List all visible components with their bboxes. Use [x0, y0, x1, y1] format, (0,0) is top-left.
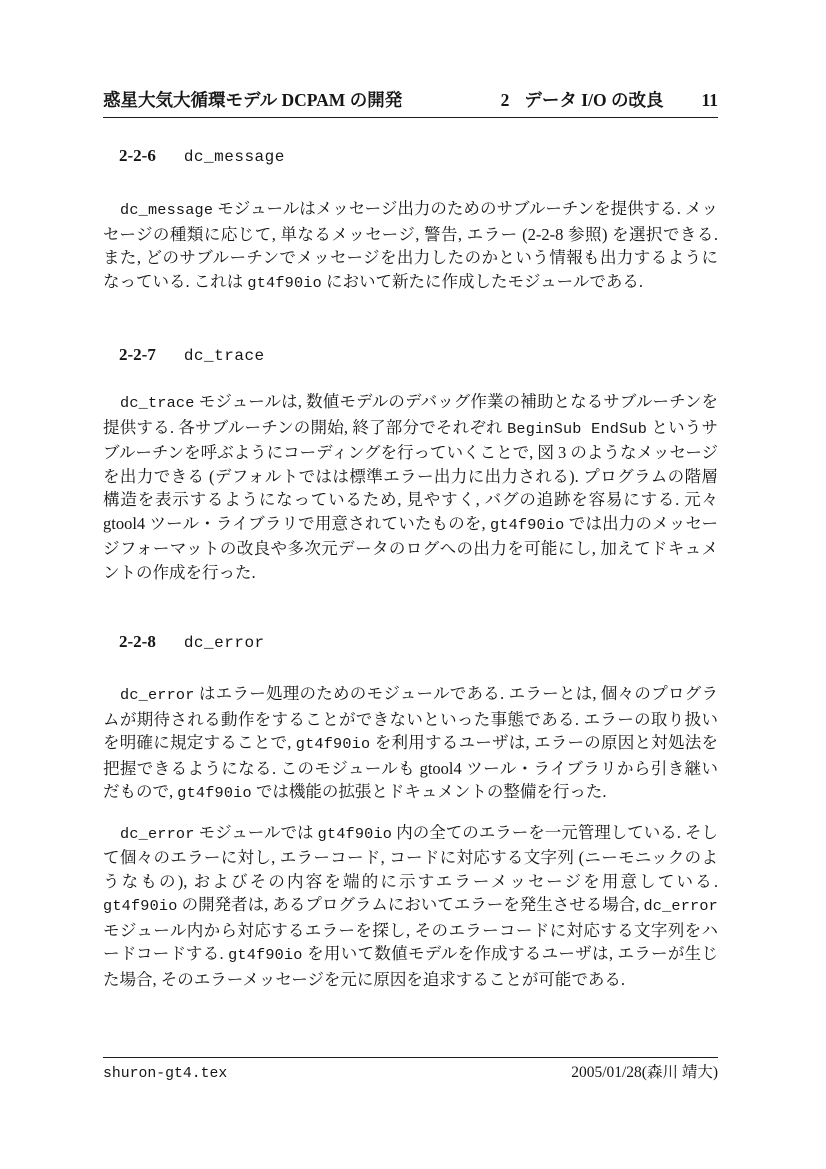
- inline-code: gt4f90io: [317, 824, 393, 843]
- inline-code: dc_message: [120, 201, 214, 219]
- inline-code: dc_trace: [120, 394, 195, 412]
- inline-code: BeginSub EndSub: [507, 419, 648, 438]
- page-body: [103, 145, 718, 991]
- inline-code: dc_error: [120, 686, 195, 704]
- section-number: 2-2-8: [119, 632, 156, 651]
- page-header: [103, 0, 718, 118]
- text-run: というサブルーチンを呼ぶようにコーディングを行っていくことで, 図 3 のようなメッセージを出力できる (デフォルトではは標準エラー出力に出力される). プログラムの階層構造を表示するようになっているため, 見やすく, バグの追跡を容易にする. 元々 gtool4 ツール・ライブラリで用意されていたものを,: [103, 417, 718, 533]
- text-run: はエラー処理のためのモジュールである. エラーとは, 個々のプログラムが期待される動作をすることができないといった事態である. エラーの取り扱いを明確に規定することで,: [103, 684, 718, 752]
- header-section-title: データ I/O の改良: [524, 90, 664, 110]
- inline-code: gt4f90io: [177, 784, 252, 802]
- text-run: モジュールはメッセージ出力のためのサブルーチンを提供する. メッセージの種類に応じて, 単なるメッセージ, 警告, エラー (2-2-8 参照) を選択できる. また, どのサブルーチンでメッセージを出力したのかという情報も出力するようになっている. これは: [103, 199, 718, 291]
- section-title: dc_message: [183, 148, 285, 166]
- section-title: dc_trace: [183, 347, 265, 365]
- text-run: では機能の拡張とドキュメントの整備を行った.: [251, 782, 607, 801]
- text-run: モジュールは, 数値モデルのデバッグ作業の補助となるサブルーチンを提供する. 各サブルーチンの開始, 終了部分でそれぞれ: [103, 392, 718, 437]
- paragraph: [103, 682, 718, 806]
- page-number: 11: [701, 90, 718, 110]
- paragraph: [103, 390, 718, 584]
- text-run: では出力のメッセージフォーマットの改良や多次元データのログへの出力を可能にし, 加えてドキュメントの作成を行った.: [103, 513, 718, 582]
- text-run: モジュール内から対応するエラーを探し, そのエラーコードに対応する文字列をハードコードする.: [103, 920, 718, 963]
- inline-code: gt4f90io: [247, 273, 322, 292]
- section-number: 2-2-7: [119, 345, 156, 364]
- page-footer: [103, 1057, 718, 1084]
- paragraph: [103, 197, 718, 295]
- text-run: モジュールでは: [194, 822, 318, 842]
- text-run: を用いて数値モデルを作成するユーザは, エラーが生じた場合, そのエラーメッセージを元に原因を追求することが可能である.: [103, 944, 718, 989]
- inline-code: gt4f90io: [295, 735, 371, 753]
- text-run: の開発者は, あるプログラムにおいてエラーを発生させる場合,: [177, 895, 644, 914]
- section-dc-message: [103, 145, 718, 295]
- footer-filename: shuron-gt4.tex: [103, 1066, 228, 1082]
- text-run: を利用するユーザは, エラーの原因と対処法を把握できるようになる. このモジュールも gtool4 ツール・ライブラリから引き継いだもので,: [103, 733, 719, 801]
- paragraph: [103, 821, 718, 992]
- header-right-group: [501, 89, 718, 111]
- section-heading-2-2-8: [103, 631, 718, 654]
- section-number: 2-2-6: [119, 146, 156, 165]
- inline-code: dc_error: [120, 824, 195, 843]
- header-document-title: 惑星大気大循環モデル DCPAM の開発: [103, 90, 403, 110]
- section-title: dc_error: [183, 634, 265, 652]
- section-dc-error: [103, 631, 718, 991]
- inline-code: gt4f90io: [489, 515, 565, 534]
- text-run: において新たに作成したモジュールである.: [321, 271, 643, 291]
- header-section-number: 2: [500, 90, 510, 110]
- text-run: 内の全てのエラーを一元管理している. そして個々のエラーに対し, エラーコード, コードに対応する文字列 (ニーモニックのようなもの), およびその内容を端的に示すエラーメッセージを用意している.: [103, 822, 718, 891]
- inline-code: gt4f90io: [103, 897, 178, 915]
- inline-code: gt4f90io: [228, 946, 303, 964]
- section-heading-2-2-7: [103, 344, 718, 367]
- section-heading-2-2-6: [103, 145, 718, 168]
- section-dc-trace: [103, 344, 718, 584]
- inline-code: dc_error: [643, 897, 718, 915]
- footer-date-author: 2005/01/28(森川 靖大): [571, 1064, 718, 1081]
